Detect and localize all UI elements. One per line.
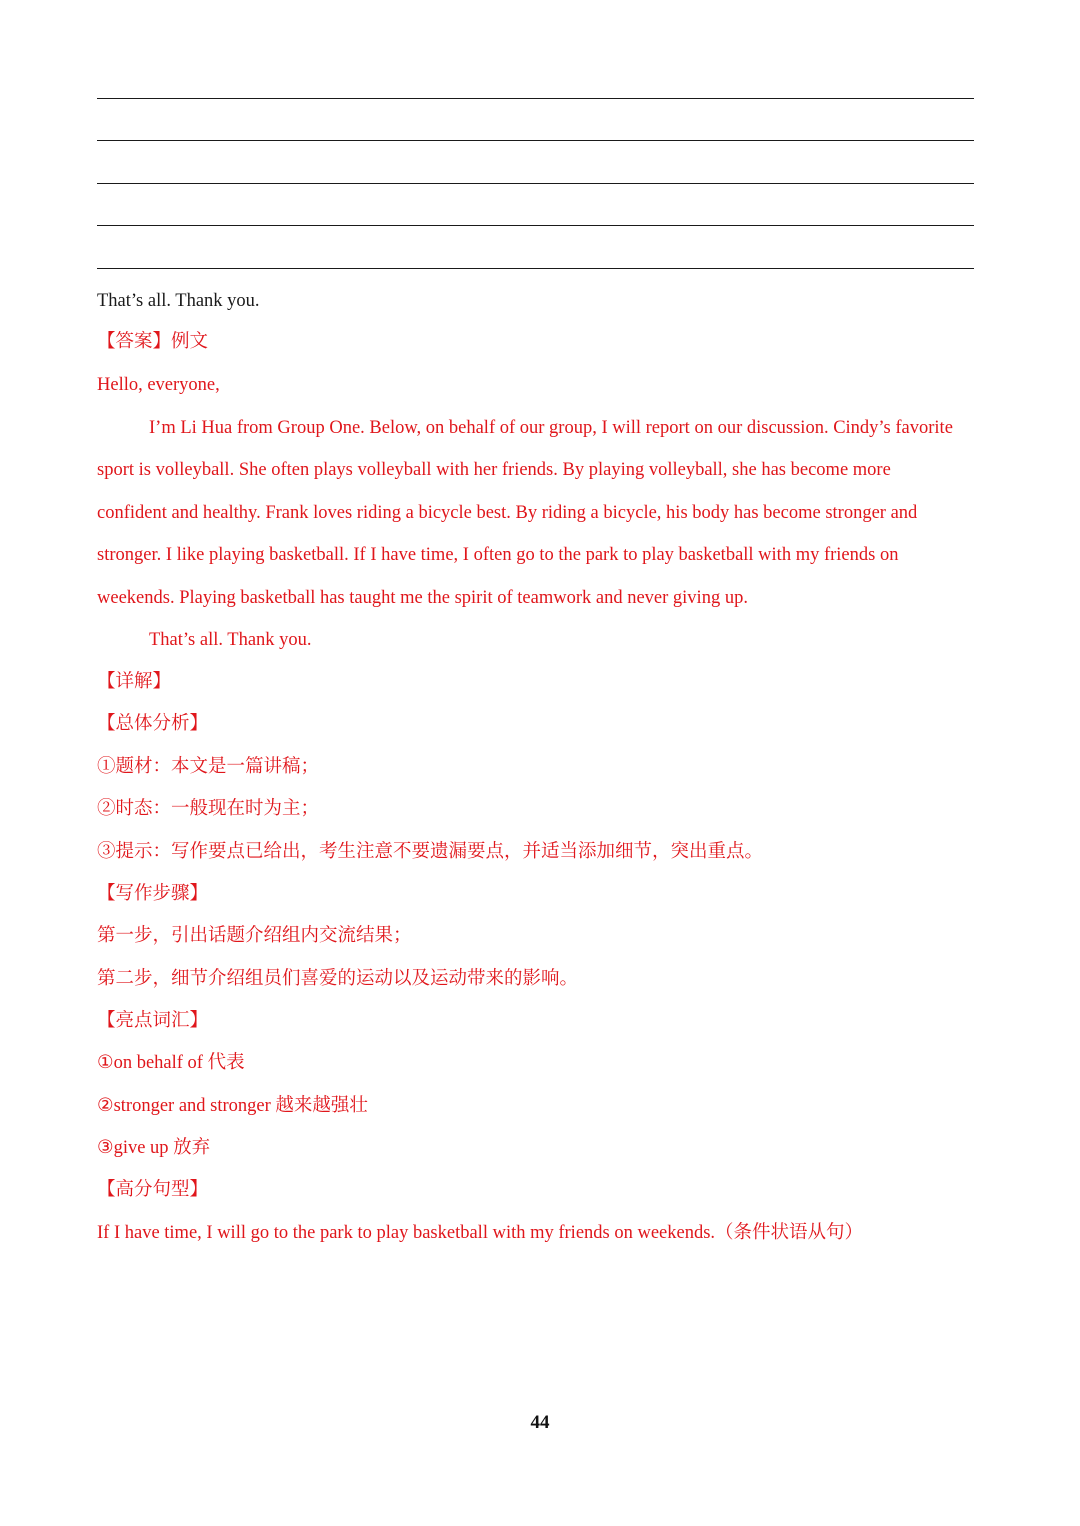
- vocab-item: ①on behalf of 代表: [97, 1053, 245, 1073]
- blank-line: [97, 98, 974, 99]
- vocab-heading: 【亮点词汇】: [97, 1011, 209, 1031]
- answer-heading: 【答案】例文: [97, 332, 209, 352]
- explain-heading: 【详解】: [97, 672, 172, 692]
- essay-line: weekends. Playing basketball has taught me the spirit of teamwork and never giving up.: [97, 588, 748, 608]
- steps-item: 第一步，引出话题介绍组内交流结果；: [97, 926, 412, 946]
- vocab-item: ②stronger and stronger 越来越强壮: [97, 1096, 368, 1116]
- steps-heading: 【写作步骤】: [97, 884, 209, 904]
- steps-item: 第二步，细节介绍组员们喜爱的运动以及运动带来的影响。: [97, 969, 579, 989]
- blank-line: [97, 225, 974, 226]
- overall-item: ③提示：写作要点已给出，考生注意不要遗漏要点，并适当添加细节，突出重点。: [97, 842, 764, 862]
- overall-item: ②时态：一般现在时为主；: [97, 799, 320, 819]
- blank-line: [97, 183, 974, 184]
- blank-line: [97, 140, 974, 141]
- essay-line: confident and healthy. Frank loves riding a bicycle best. By riding a bicycle, his body has become stronger and: [97, 503, 918, 523]
- sentence-item: If I have time, I will go to the park to play basketball with my friends on weekends.（条件状语从句）: [97, 1223, 864, 1243]
- essay-closing: That’s all. Thank you.: [149, 630, 312, 650]
- essay-line: stronger. I like playing basketball. If I have time, I often go to the park to play basketball with my friends on: [97, 545, 899, 565]
- blank-line: [97, 268, 974, 269]
- essay-line: I’m Li Hua from Group One. Below, on behalf of our group, I will report on our discussion. Cindy’s favorite: [149, 418, 953, 438]
- greeting: Hello, everyone,: [97, 375, 220, 395]
- overall-item: ①题材：本文是一篇讲稿；: [97, 757, 320, 777]
- overall-heading: 【总体分析】: [97, 714, 209, 734]
- essay-line: sport is volleyball. She often plays volleyball with her friends. By playing volleyball, she has become more: [97, 460, 891, 480]
- vocab-item: ③give up 放弃: [97, 1138, 211, 1158]
- sentence-heading: 【高分句型】: [97, 1180, 209, 1200]
- closing-prompt: That’s all. Thank you.: [97, 291, 260, 311]
- page-number: 44: [530, 1412, 550, 1433]
